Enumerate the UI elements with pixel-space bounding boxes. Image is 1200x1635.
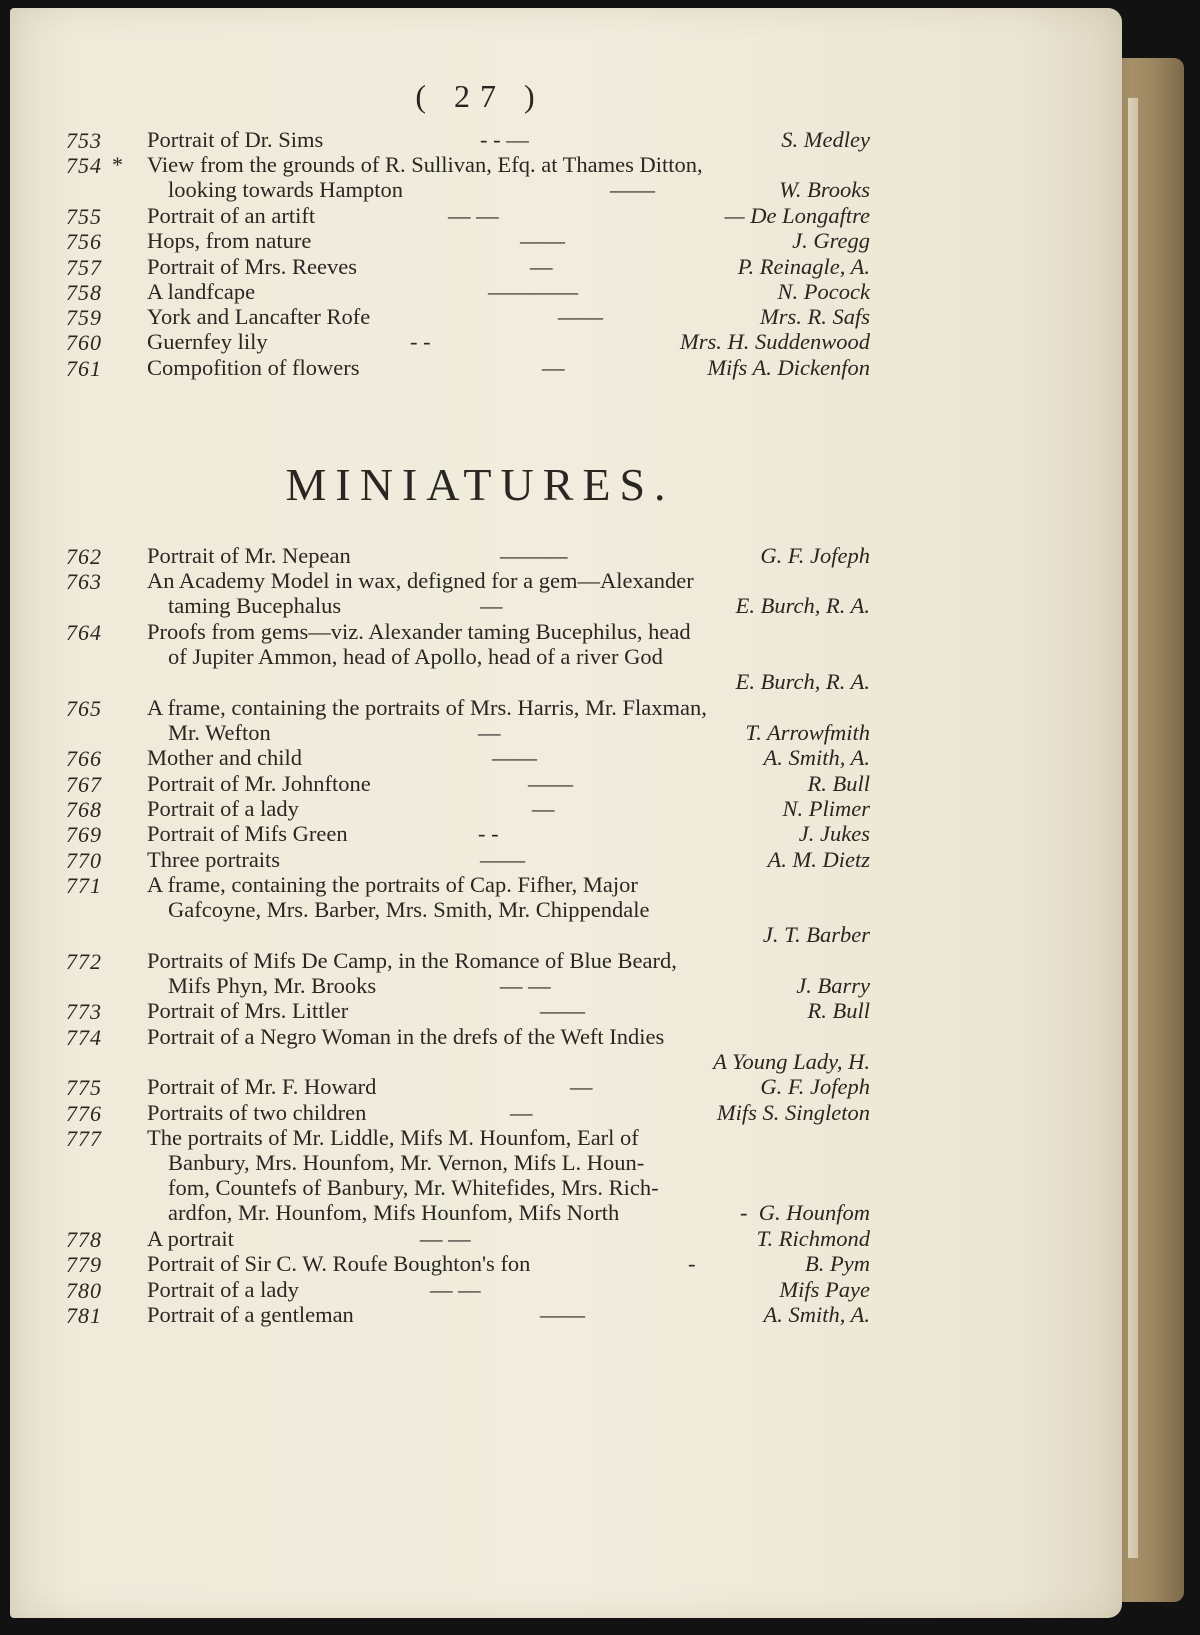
entry-title-continued: ardfon, Mr. Hounfom, Mifs Hounfom, Mifs North bbox=[168, 1199, 620, 1225]
entry-line bbox=[10, 177, 1122, 202]
catalogue-entry bbox=[10, 1302, 1122, 1327]
entry-line bbox=[10, 254, 1122, 279]
leader-dashes: —— bbox=[480, 846, 525, 872]
entry-title: Mother and child bbox=[147, 745, 302, 771]
entry-line bbox=[10, 1302, 1122, 1327]
entry-artist: J. Barry bbox=[796, 972, 870, 998]
entry-artist: P. Reinagle, A. bbox=[737, 253, 870, 279]
entry-line bbox=[10, 847, 1122, 872]
catalogue-entry bbox=[10, 821, 1122, 846]
leader-dashes: — bbox=[542, 354, 565, 380]
entry-artist: T. Arrowfmith bbox=[745, 719, 870, 745]
entry-number: 781 bbox=[66, 1303, 102, 1328]
leader-dashes: — bbox=[530, 253, 553, 279]
entry-title-continued: of Jupiter Ammon, head of Apollo, head of a river God bbox=[168, 643, 663, 669]
entry-artist: A Young Lady, H. bbox=[713, 1048, 870, 1074]
leader-dashes: - bbox=[740, 1199, 748, 1225]
catalogue-entry bbox=[10, 228, 1122, 253]
entry-line bbox=[10, 1226, 1122, 1251]
entry-line bbox=[10, 1251, 1122, 1276]
entry-line bbox=[10, 329, 1122, 354]
entry-title: A portrait bbox=[147, 1226, 234, 1252]
entry-line bbox=[10, 695, 1122, 720]
catalogue-entry bbox=[10, 279, 1122, 304]
entry-number: 779 bbox=[66, 1252, 102, 1278]
entry-number: 754 bbox=[66, 153, 102, 179]
catalogue-entries bbox=[10, 8, 1122, 1618]
catalogue-entry bbox=[10, 568, 1122, 618]
entry-line bbox=[10, 948, 1122, 973]
entry-artist: R. Bull bbox=[807, 998, 870, 1024]
leader-dashes: — bbox=[532, 796, 555, 821]
entry-number: 762 bbox=[66, 544, 102, 569]
entry-line bbox=[10, 279, 1122, 304]
entry-line bbox=[10, 127, 1122, 152]
entry-line bbox=[10, 152, 1122, 177]
entry-line bbox=[10, 897, 1122, 922]
entry-line bbox=[10, 796, 1122, 821]
catalogue-entry bbox=[10, 771, 1122, 796]
entry-number: 775 bbox=[66, 1075, 102, 1101]
entry-artist: N. Pocock bbox=[777, 278, 870, 304]
entry-number: 767 bbox=[66, 771, 102, 797]
catalogue-entry bbox=[10, 1074, 1122, 1099]
leader-dashes: ——— bbox=[500, 543, 568, 568]
entry-title: Portrait of an artift bbox=[147, 202, 316, 228]
entry-line bbox=[10, 1277, 1122, 1302]
entry-number: 771 bbox=[66, 872, 102, 898]
entry-number: 780 bbox=[66, 1277, 102, 1303]
catalogue-entry bbox=[10, 796, 1122, 821]
catalogue-entry bbox=[10, 847, 1122, 872]
entry-title: The portraits of Mr. Liddle, Mifs M. Hounfom, Earl of bbox=[147, 1124, 639, 1150]
entry-number: 776 bbox=[66, 1100, 102, 1126]
entry-line bbox=[10, 1100, 1122, 1125]
entry-artist: N. Plimer bbox=[782, 796, 870, 821]
leader-dashes: —— bbox=[558, 304, 603, 330]
leader-dashes: —— bbox=[492, 745, 537, 771]
entry-artist: R. Bull bbox=[807, 770, 870, 796]
new-entry-marker: * bbox=[112, 152, 123, 178]
entry-number: 758 bbox=[66, 279, 102, 305]
entry-line bbox=[10, 973, 1122, 998]
leader-dashes: — — bbox=[420, 1226, 471, 1252]
catalogue-entry bbox=[10, 203, 1122, 228]
leader-dashes: —— bbox=[540, 1302, 585, 1327]
entry-title: Portraits of two children bbox=[147, 1099, 367, 1125]
catalogue-entry bbox=[10, 872, 1122, 947]
leader-dashes: —— bbox=[540, 998, 585, 1024]
entry-line bbox=[10, 593, 1122, 618]
catalogue-entry bbox=[10, 1251, 1122, 1276]
entry-line bbox=[10, 355, 1122, 380]
entry-title: Portrait of a gentleman bbox=[147, 1302, 354, 1327]
entry-line bbox=[10, 644, 1122, 669]
entry-number: 772 bbox=[66, 948, 102, 974]
entry-line bbox=[10, 669, 1122, 694]
entry-line bbox=[10, 1125, 1122, 1150]
entry-title: Portrait of Mrs. Reeves bbox=[147, 253, 357, 279]
entry-line bbox=[10, 619, 1122, 644]
entry-artist: E. Burch, R. A. bbox=[735, 593, 870, 619]
entry-title: Portrait of Mr. Nepean bbox=[147, 543, 351, 568]
entry-number: 763 bbox=[66, 569, 102, 595]
entry-line bbox=[10, 922, 1122, 947]
entry-line bbox=[10, 872, 1122, 897]
entry-line bbox=[10, 720, 1122, 745]
entry-line bbox=[10, 304, 1122, 329]
leader-dashes: — bbox=[510, 1099, 533, 1125]
entry-number: 761 bbox=[66, 355, 102, 381]
entry-artist: W. Brooks bbox=[779, 177, 870, 203]
entry-artist: Mrs. H. Suddenwood bbox=[680, 329, 870, 355]
catalogue-entry bbox=[10, 948, 1122, 998]
entry-title: Portraits of Mifs De Camp, in the Romance of Blue Beard, bbox=[147, 947, 677, 973]
entry-number: 773 bbox=[66, 999, 102, 1025]
entry-title: Portrait of a Negro Woman in the drefs of the Weft Indies bbox=[147, 1023, 665, 1049]
entry-line bbox=[10, 543, 1122, 568]
entry-artist: Mifs A. Dickenfon bbox=[707, 354, 870, 380]
catalogue-entry bbox=[10, 127, 1122, 152]
entry-artist: A. Smith, A. bbox=[763, 745, 870, 771]
catalogue-entry bbox=[10, 254, 1122, 279]
catalogue-entry bbox=[10, 998, 1122, 1023]
entry-artist: Mifs S. Singleton bbox=[716, 1099, 870, 1125]
leader-dashes: — — bbox=[430, 1276, 481, 1302]
entry-title-continued: Mifs Phyn, Mr. Brooks bbox=[168, 972, 377, 998]
catalogue-entry bbox=[10, 1125, 1122, 1225]
entry-title: A landfcape bbox=[147, 278, 256, 304]
entry-number: 759 bbox=[66, 305, 102, 331]
leader-dashes: — bbox=[478, 719, 501, 745]
entry-number: 769 bbox=[66, 822, 102, 848]
entry-number: 770 bbox=[66, 847, 102, 873]
entry-title: Portrait of Mrs. Littler bbox=[147, 998, 349, 1024]
entry-title: A frame, containing the portraits of Mrs. Harris, Mr. Flaxman, bbox=[147, 694, 707, 720]
entry-line bbox=[10, 771, 1122, 796]
entry-line bbox=[10, 1024, 1122, 1049]
entry-title: Portrait of a lady bbox=[147, 1276, 299, 1302]
entry-line bbox=[10, 998, 1122, 1023]
entry-title: View from the grounds of R. Sullivan, Efq. at Thames Ditton, bbox=[147, 152, 703, 178]
entry-title: Proofs from gems—viz. Alexander taming Bucephilus, head bbox=[147, 618, 691, 644]
entry-line bbox=[10, 228, 1122, 253]
entry-title: Three portraits bbox=[147, 846, 281, 872]
entry-artist: T. Richmond bbox=[756, 1226, 870, 1252]
entry-title: Portrait of Sir C. W. Roufe Boughton's fon bbox=[147, 1251, 531, 1277]
leader-dashes: - - bbox=[410, 329, 431, 355]
leader-dashes: - - bbox=[478, 821, 499, 847]
entry-number: 756 bbox=[66, 229, 102, 255]
entry-title: Portrait of Mifs Green bbox=[147, 821, 348, 847]
catalogue-entry bbox=[10, 695, 1122, 745]
catalogue-entry bbox=[10, 543, 1122, 568]
entry-artist: Mifs Paye bbox=[779, 1276, 870, 1302]
entry-artist: A. Smith, A. bbox=[763, 1302, 870, 1327]
catalogue-page bbox=[10, 8, 1122, 1618]
catalogue-entry bbox=[10, 745, 1122, 770]
entry-artist: J. T. Barber bbox=[762, 921, 870, 947]
entry-number: 764 bbox=[66, 619, 102, 645]
entry-artist: G. F. Jofeph bbox=[760, 543, 870, 568]
leader-dashes: —— bbox=[528, 770, 573, 796]
entry-title-continued: looking towards Hampton bbox=[168, 177, 403, 203]
entry-title-continued: Mr. Wefton bbox=[168, 719, 271, 745]
entry-line bbox=[10, 1200, 1122, 1225]
entry-title: Compofition of flowers bbox=[147, 354, 360, 380]
entry-title: An Academy Model in wax, defigned for a gem—Alexander bbox=[147, 568, 694, 594]
leader-dashes: - - — bbox=[480, 127, 529, 152]
entry-artist: B. Pym bbox=[805, 1251, 870, 1277]
entry-title: Guernfey lily bbox=[147, 329, 268, 355]
page-number: ( 27 ) bbox=[415, 78, 545, 114]
entry-artist: J. Gregg bbox=[792, 228, 870, 254]
entry-artist: G. Hounfom bbox=[758, 1199, 870, 1225]
entry-title-continued: Banbury, Mrs. Hounfom, Mr. Vernon, Mifs L. Houn- bbox=[168, 1149, 645, 1175]
catalogue-entry bbox=[10, 1226, 1122, 1251]
catalogue-entry bbox=[10, 1024, 1122, 1074]
entry-title: Hops, from nature bbox=[147, 228, 312, 254]
leader-dashes: - bbox=[688, 1251, 696, 1277]
entry-artist: — De Longaftre bbox=[724, 202, 870, 228]
entry-title-continued: Gafcoyne, Mrs. Barber, Mrs. Smith, Mr. Chippendale bbox=[168, 896, 650, 922]
entry-line bbox=[10, 1074, 1122, 1099]
entry-artist: Mrs. R. Safs bbox=[759, 304, 870, 330]
entry-title-continued: fom, Countefs of Banbury, Mr. Whitefides, Mrs. Rich- bbox=[168, 1174, 659, 1200]
entry-line bbox=[10, 745, 1122, 770]
entry-artist: G. F. Jofeph bbox=[760, 1074, 870, 1100]
catalogue-entry bbox=[10, 619, 1122, 694]
entry-number: 760 bbox=[66, 330, 102, 356]
catalogue-entry bbox=[10, 304, 1122, 329]
entry-artist: A. M. Dietz bbox=[767, 846, 870, 872]
leader-dashes: — — bbox=[448, 202, 499, 228]
leader-dashes: — bbox=[570, 1074, 593, 1100]
entry-artist: E. Burch, R. A. bbox=[735, 668, 870, 694]
entry-number: 768 bbox=[66, 797, 102, 822]
leader-dashes: —— bbox=[520, 228, 565, 254]
leader-dashes: — — bbox=[500, 972, 551, 998]
entry-title: Portrait of Mr. F. Howard bbox=[147, 1074, 377, 1100]
entry-artist: S. Medley bbox=[781, 127, 870, 152]
entry-line bbox=[10, 821, 1122, 846]
catalogue-entry bbox=[10, 1100, 1122, 1125]
entry-title: Portrait of Mr. Johnftone bbox=[147, 770, 371, 796]
entry-line bbox=[10, 1175, 1122, 1200]
catalogue-entry bbox=[10, 329, 1122, 354]
entry-title: York and Lancafter Rofe bbox=[147, 304, 371, 330]
catalogue-entry bbox=[10, 355, 1122, 380]
leader-dashes: ———— bbox=[488, 278, 578, 304]
entry-number: 755 bbox=[66, 203, 102, 229]
entry-line bbox=[10, 568, 1122, 593]
entry-number: 757 bbox=[66, 254, 102, 280]
entry-line bbox=[10, 203, 1122, 228]
entry-number: 774 bbox=[66, 1024, 102, 1050]
entry-line bbox=[10, 1150, 1122, 1175]
catalogue-entry bbox=[10, 152, 1122, 202]
entry-number: 765 bbox=[66, 695, 102, 721]
entry-line bbox=[10, 1049, 1122, 1074]
entry-number: 753 bbox=[66, 128, 102, 153]
section-heading: MINIATURES. bbox=[285, 459, 675, 510]
leader-dashes: —— bbox=[610, 177, 655, 203]
catalogue-entry bbox=[10, 1277, 1122, 1302]
entry-number: 766 bbox=[66, 746, 102, 772]
entry-title: A frame, containing the portraits of Cap. Fifher, Major bbox=[147, 871, 638, 897]
leader-dashes: — bbox=[480, 593, 503, 619]
entry-title: Portrait of Dr. Sims bbox=[147, 127, 324, 152]
entry-number: 778 bbox=[66, 1227, 102, 1253]
entry-number: 777 bbox=[66, 1125, 102, 1151]
entry-artist: J. Jukes bbox=[798, 821, 870, 847]
entry-title-continued: taming Bucephalus bbox=[168, 593, 342, 619]
entry-title: Portrait of a lady bbox=[147, 796, 299, 821]
